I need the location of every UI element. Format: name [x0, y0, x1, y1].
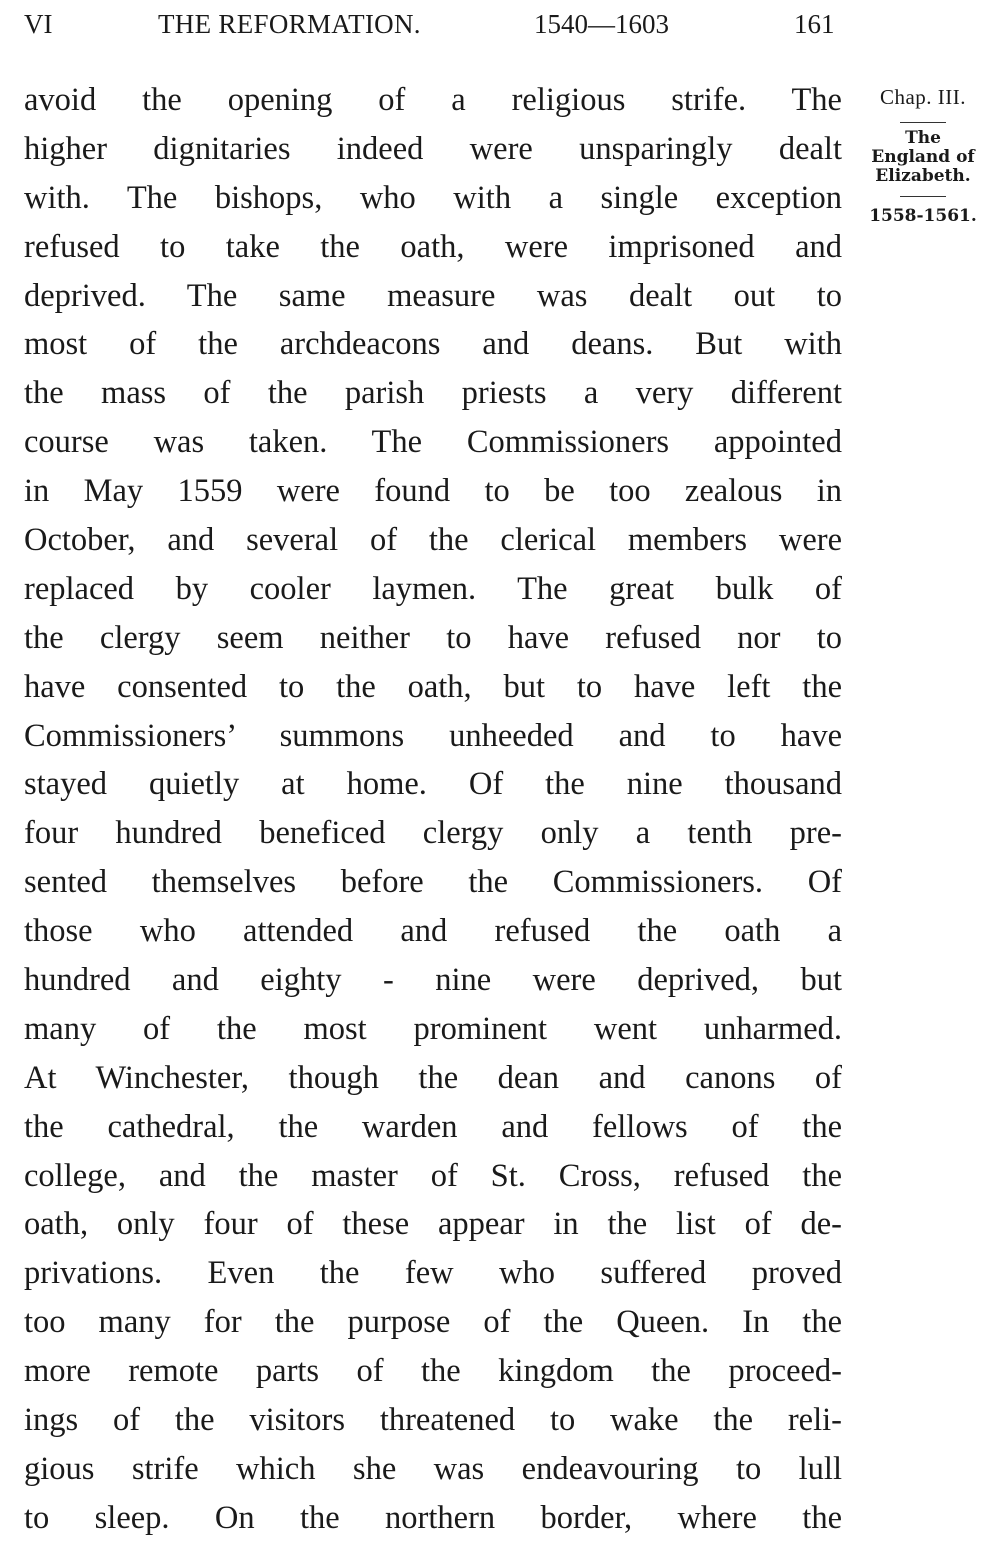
header-book-title: THE REFORMATION.	[158, 9, 421, 39]
text-line: Commissioners’ summons unheeded and to have	[24, 717, 842, 754]
text-line: to sleep. On the northern border, where the	[24, 1499, 842, 1536]
text-line: ings of the visitors threatened to wake the reli-	[24, 1402, 842, 1439]
header-years: 1540—1603	[534, 9, 669, 39]
text-line: the clergy seem neither to have refused nor to	[24, 619, 842, 656]
text-line: gious strife which she was endeavouring to lull	[24, 1450, 842, 1487]
text-line: in May 1559 were found to be too zealous in	[24, 473, 842, 510]
text-line: replaced by cooler laymen. The great bulk of	[24, 570, 842, 607]
margin-divider	[900, 196, 946, 197]
text-line: hundred and eighty - nine were deprived, but	[24, 962, 842, 999]
text-line: have consented to the oath, but to have left the	[24, 668, 842, 705]
text-line: the cathedral, the warden and fellows of the	[24, 1108, 842, 1145]
margin-heading	[852, 129, 994, 186]
margin-heading-line: Elizabeth.	[875, 166, 971, 186]
body-text	[24, 76, 842, 1543]
page-number: 161	[794, 9, 835, 39]
margin-chapter: Chap. III.	[879, 85, 967, 109]
text-line: most of the archdeacons and deans. But with	[24, 326, 842, 363]
margin-dates: 1558-1561.	[869, 206, 977, 226]
marginal-note	[852, 82, 994, 227]
margin-divider	[900, 122, 946, 123]
text-line: many of the most prominent went unharmed.	[24, 1010, 842, 1047]
text-line: deprived. The same measure was dealt out to	[24, 277, 842, 314]
text-line: stayed quietly at home. Of the nine thousand	[24, 766, 842, 803]
text-line: too many for the purpose of the Queen. In the	[24, 1304, 842, 1341]
text-line: avoid the opening of a religious strife. The	[24, 82, 842, 118]
text-line: oath, only four of these appear in the list of de-	[24, 1206, 842, 1243]
text-line: higher dignitaries indeed were unsparingly dealt	[24, 130, 842, 167]
text-line: more remote parts of the kingdom the proceed-	[24, 1353, 842, 1390]
text-line: the mass of the parish priests a very different	[24, 375, 842, 412]
text-line: October, and several of the clerical members were	[24, 522, 842, 559]
margin-heading-line: The	[905, 128, 941, 148]
text-line: At Winchester, though the dean and canons of	[24, 1059, 842, 1096]
text-line: with. The bishops, who with a single exception	[24, 179, 842, 216]
text-line: privations. Even the few who suffered proved	[24, 1255, 842, 1292]
text-line: sented themselves before the Commissioners. Of	[24, 864, 842, 901]
text-line: refused to take the oath, were imprisoned and	[24, 228, 842, 265]
text-line: those who attended and refused the oath a	[24, 913, 842, 950]
running-header	[24, 6, 844, 42]
margin-heading-line: England of	[871, 147, 975, 167]
text-line: four hundred beneficed clergy only a tenth pre-	[24, 815, 842, 852]
text-line: college, and the master of St. Cross, refused the	[24, 1157, 842, 1194]
text-line: course was taken. The Commissioners appointed	[24, 424, 842, 461]
header-chapter-number: VI	[24, 9, 53, 39]
